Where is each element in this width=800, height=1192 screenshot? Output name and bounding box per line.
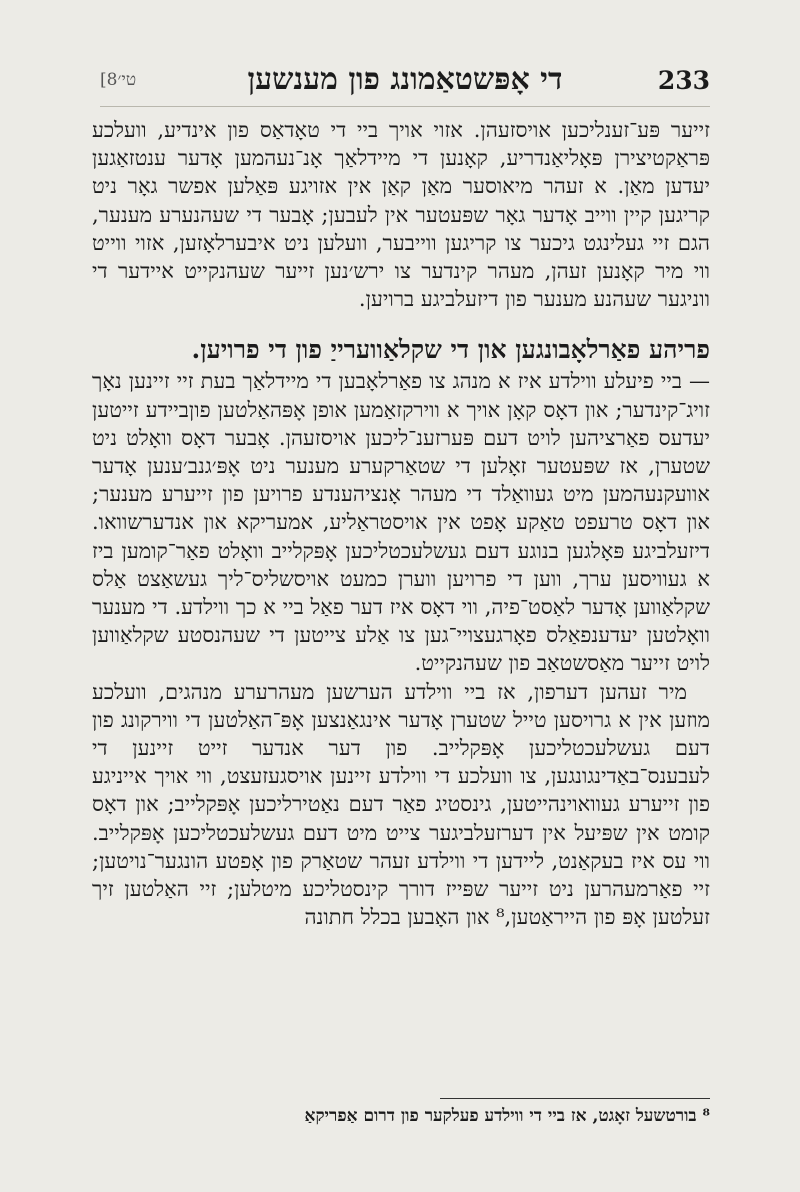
page-number: 233 bbox=[657, 66, 710, 95]
signature-mark: [טי׳8 bbox=[100, 70, 137, 90]
running-title: די אָפּשטאַמונג פון מענשען bbox=[247, 62, 563, 97]
running-header bbox=[100, 58, 710, 107]
section-title: פריהע פאַרלאָבונגען און די שקלאַווערייַ פון די פרויען. bbox=[191, 335, 710, 365]
paragraph-3: מיר זעהען דערפון, אז ביי ווילדע הערשען מעהרערע מנהגים, וועלכע מוזען אין א גרויסען טייל שטערן אָדער אינגאַנצען אָפּ־האַלטען די ווירקונג פון דעם געשלעכטליכען אָפּקלייב. פון דער אנדער זייט זיינען די לעבענס־באַדינגונגען, צו וועלכע די ווילדע זיינען אויסגעזעצט, ווי אויך אייניגע פון זייערע געוואוינהייטען, גינסטיג פאַר דעם נאַטירליכען אָפּקלייב; און דאָס קומט אין שפּיעל אין דערזעלביגער צייט מיט דעם געשלעכטליכען אָפּקלייב. ווי עס איז בעקאַנט, ליידען די ווילדע זעהר שטאַרק פון אָפטע הונגער־נויטען; זיי פאַרמעהרען ניט זייער שפּייז דורך קינסטליכע מיטלען; זיי האַלטען זיך זעלטען אָפּ פון הייראַטען,⁸ און האָבען בכלל חתונה bbox=[92, 679, 710, 930]
body-text bbox=[92, 116, 710, 931]
footnote: ⁸ בורטשעל זאָגט, אז ביי די ווילדע פעלקער פון דרום אַפריקאַ bbox=[304, 1106, 710, 1126]
paragraph-1: זייער פּע־זענליכען אויסזעהן. אזוי אויך ביי די טאָדאַס פון אינדיע, וועלכע פּראַקטיצירן פּאָליאַנדריע, קאָנען די מיידלאַך אָנ־נעהמען אָדער ענטזאַגען יעדען מאַן. א זעהר מיאוסער מאַן קאַן אין אזויגע פּאַלען אפשר גאָר ניט קריגען קיין ווייב אָדער גאָר שפּעטער אין לעבען; אָבער די שעהנערע מענער, הגם זיי געלינגט גיכער צו קריגען ווייבער, וועלען ניט איבערלאָזען, אזוי ווייט ווי מיר קאָנען זעהן, מעהר קינדער צו ירש׳נען זייער שעהנקייט איידער די ווניגער שעהנע מענער פון דיזעלביגע ברויען. bbox=[92, 118, 710, 312]
paragraph-2: — ביי פיעלע ווילדע איז א מנהג צו פאַרלאָבען די מיידלאַך בעת זיי זיינען נאָך זויג־קינדער; און דאָס קאָן אויך א ווירקזאַמען אופן אָפּהאַלטען פוןביידע זייטען יעדעס פאַרציהען לויט דעם פּערזענ־ליכען אויסזעהן. אָבער דאָס וואָלט ניט שטערן, אז שפּעטער זאָלען די שטאַרקערע מענער ניט אָפּ׳גנב׳ענען אָדער אוועקנעהמען מיט געוואַלד די מעהר אָנציהענדע פרויען פון זייערע מענער; און דאָס טרעפט טאַקע אָפט אין אויסטראַליע, אמעריקא און אנדערשוואו. דיזעלביגע פּאָלגען בנוגע דעם געשלעכטליכען אָפּקלייב וואָלט פאַר־קומען ביז א געוויסען ערך, ווען די פרויען ווערן כמעט אויסשליס־ליך געשאַצט אַלס שקלאַווען אָדער לאַסט־פיה, ווי דאָס איז דער פאַל ביי א כך ווילדע. די מענער וואָלטען יעדענפאַלס פאָרגעצויי־גען צו אַלע צייטען די שעהנסטע שקלאַווען לויט זייער מאַסשטאַב פון שעהנקייט. bbox=[92, 369, 710, 676]
footnote-rule bbox=[440, 1098, 710, 1099]
